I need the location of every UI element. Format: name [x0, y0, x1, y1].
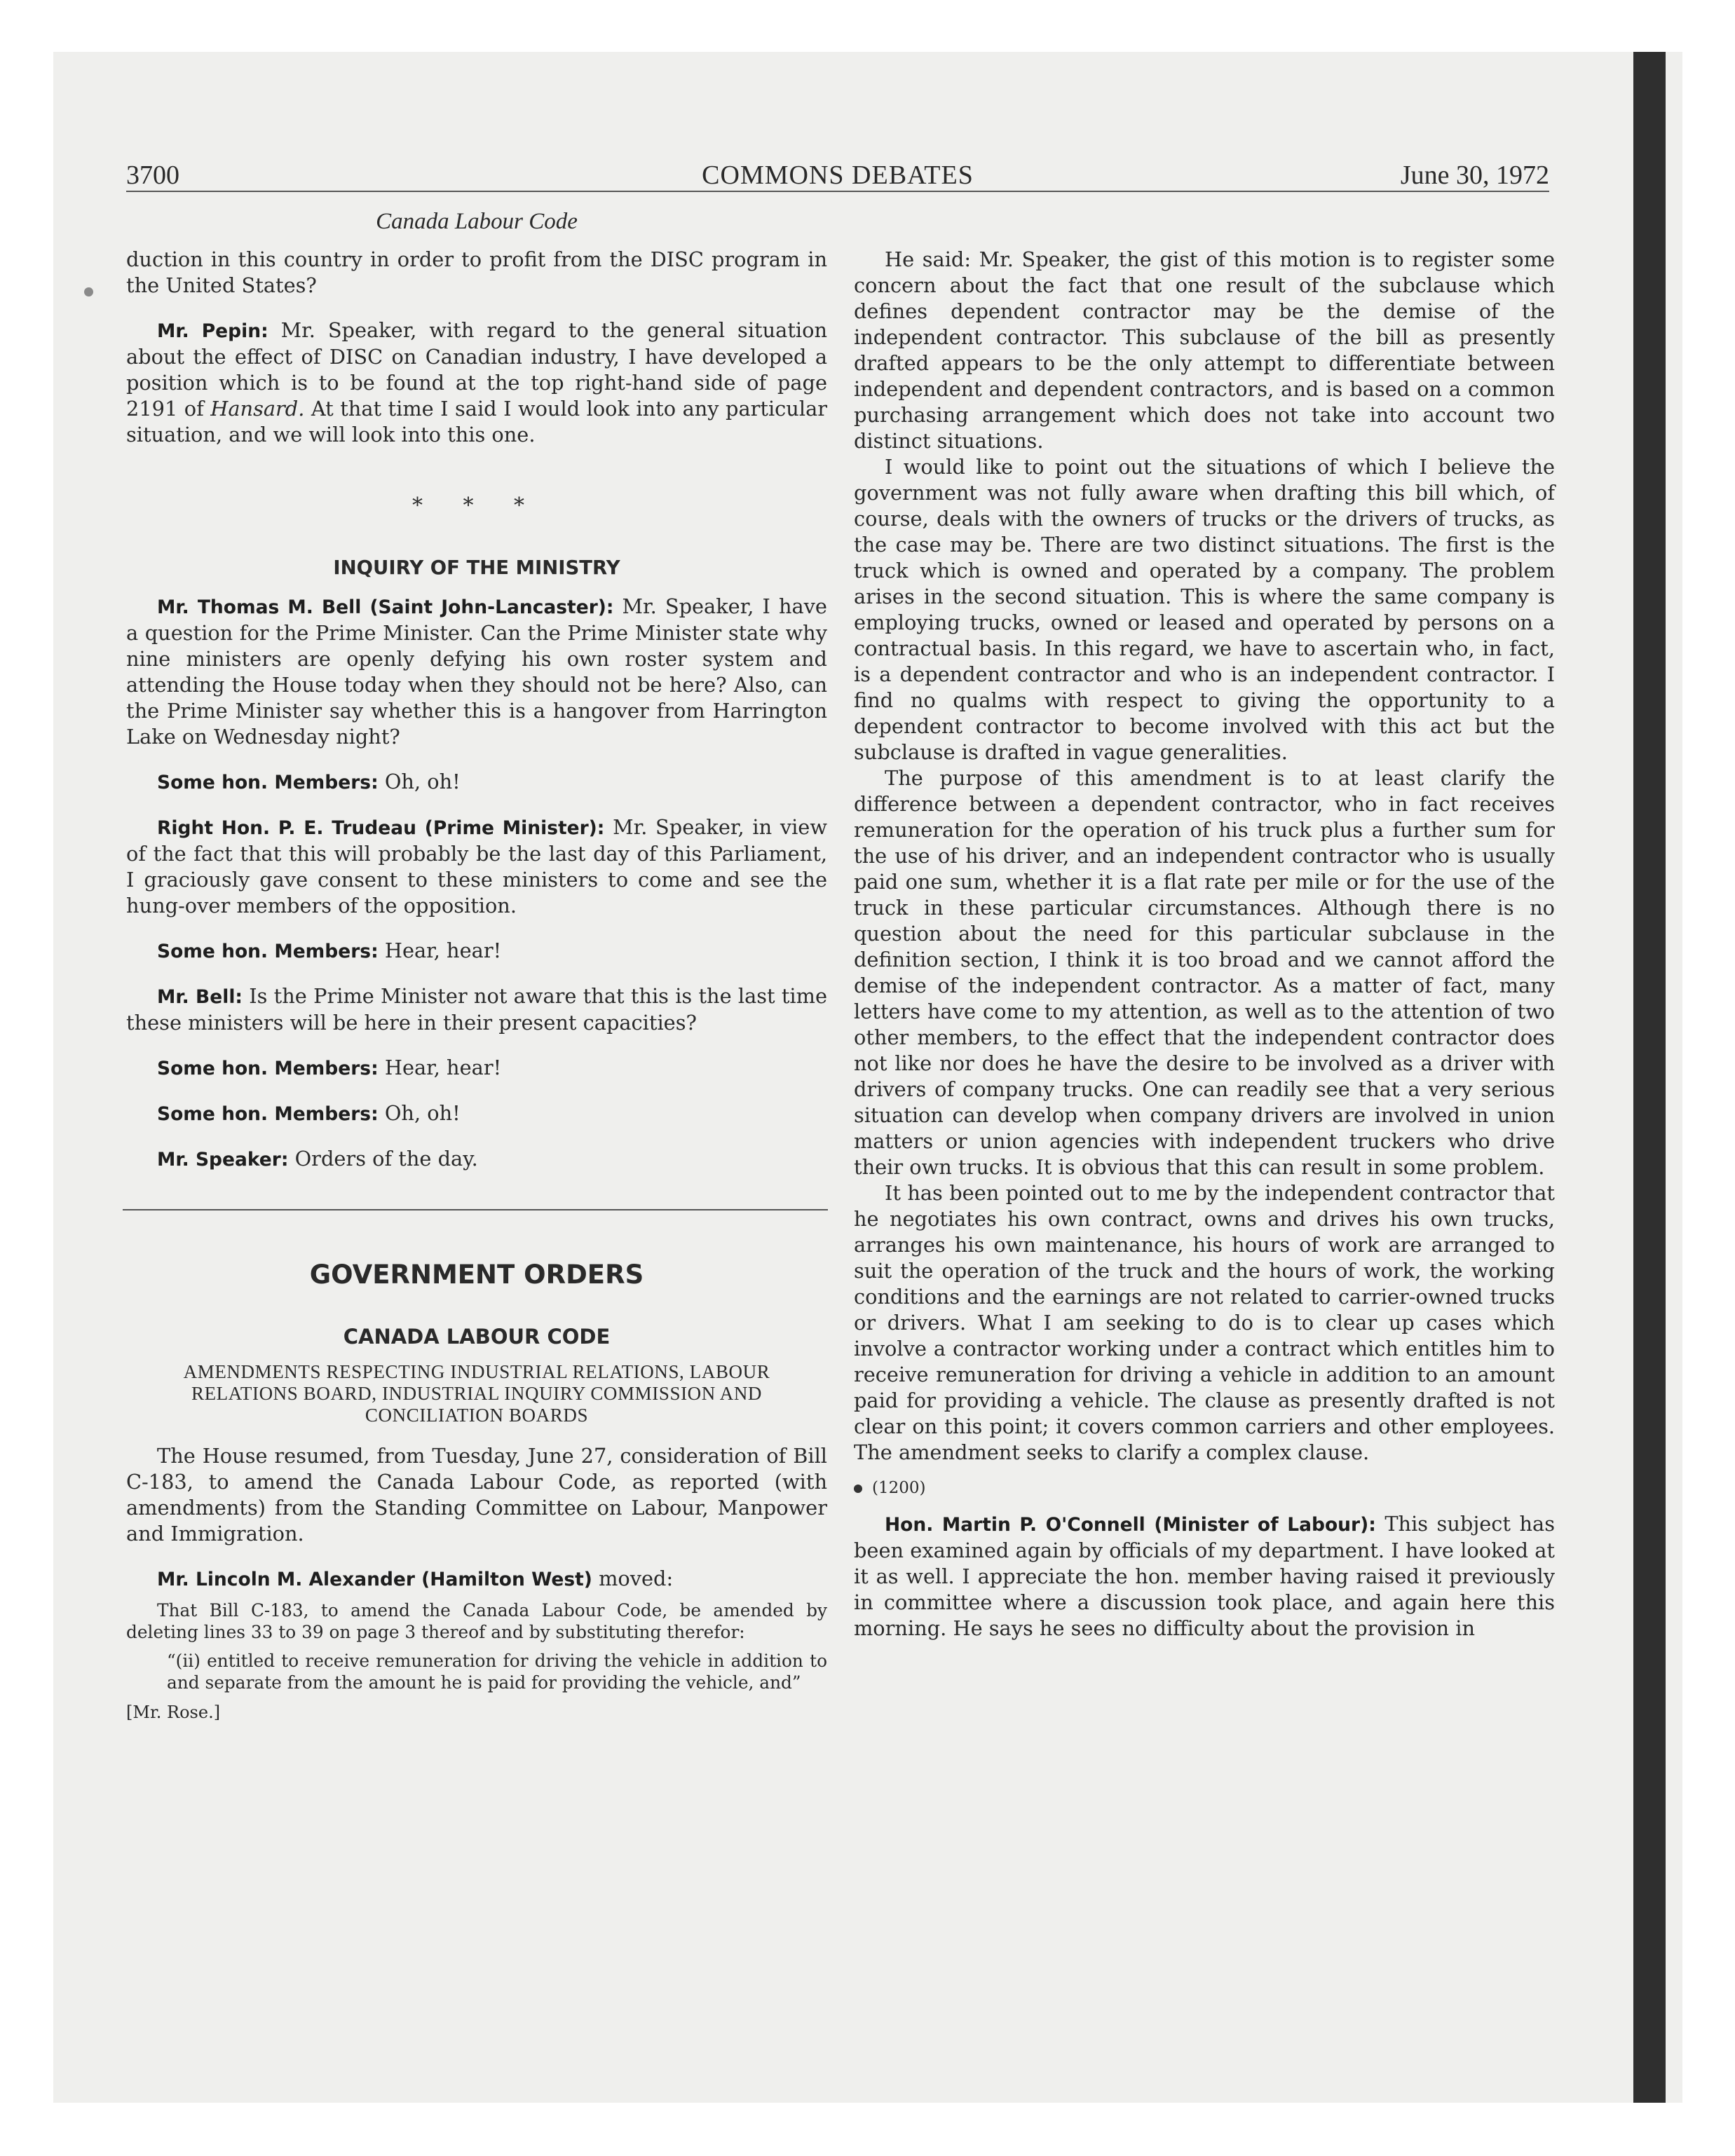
speaker-name: Mr. Thomas M. Bell (Saint John-Lancaster):	[157, 596, 614, 618]
section-break-asterisks: * * *	[411, 493, 542, 518]
speaker-name: Some hon. Members:	[157, 772, 379, 793]
speech-speaker: Mr. Speaker: Orders of the day.	[157, 1147, 478, 1171]
speech-bell-2: Mr. Bell: Is the Prime Minister not aware that this is the last time these ministers will be here in their present capacities?	[126, 984, 827, 1035]
heading-canada-labour-code: CANADA LABOUR CODE	[343, 1325, 611, 1349]
left-column	[126, 247, 827, 1724]
speaker-name: Mr. Lincoln M. Alexander (Hamilton West)	[157, 1569, 592, 1590]
speaker-attribution: [Mr. Rose.]	[126, 1703, 221, 1722]
interjection: Some hon. Members: Hear, hear!	[157, 939, 502, 962]
speaker-name: Some hon. Members:	[157, 941, 379, 962]
speaker-name: Mr. Pepin:	[157, 320, 268, 342]
speaker-name: Mr. Bell:	[157, 986, 243, 1008]
scan-edge-shadow	[1633, 52, 1666, 2103]
margin-mark	[84, 287, 93, 296]
paragraph: He said: Mr. Speaker, the gist of this motion is to register some concern about the fact that one result of the subclause which defines dependent contractor may be the demise of the independent contractor. This subclause of the bill as presently drafted appears to be the only attempt to differentiate between independent and dependent contractors, and is based on a common purchasing arrangement which does not take into account two distinct situations.	[854, 247, 1555, 453]
motion-quote: “(ii) entitled to receive remuneration for driving the vehicle in addition to and separate from the amount he is paid for providing the vehicle, and”	[167, 1651, 827, 1693]
motion-text: That Bill C-183, to amend the Canada Labour Code, be amended by deleting lines 33 to 39 on page 3 thereof and by substituting therefor:	[126, 1600, 827, 1642]
speech-trudeau: Right Hon. P. E. Trudeau (Prime Minister): Mr. Speaker, in view of the fact that this will probably be the last day of this Parliament, I graciously gave consent to these ministers to come and see the hung-over members of the opposition.	[126, 815, 827, 917]
heading-inquiry: INQUIRY OF THE MINISTRY	[333, 557, 620, 579]
speech-bell: Mr. Thomas M. Bell (Saint John-Lancaster): Mr. Speaker, I have a question for the Prime Minister. Can the Prime Minister state why nine ministers are openly defying his own roster system and attending the House today when they should not be here? Also, can the Prime Minister say whether this is a hangover from Harrington Lake on Wednesday night?	[126, 594, 827, 749]
running-header	[126, 157, 1549, 192]
paragraph: The House resumed, from Tuesday, June 27, consideration of Bill C-183, to amend the Canada Labour Code, as reported (with amendments) from the Standing Committee on Labour, Manpower and Immigration.	[126, 1444, 827, 1546]
publication-title: COMMONS DEBATES	[702, 161, 974, 190]
paragraph: It has been pointed out to me by the independent contractor that he negotiates his own contract, owns and drives his own trucks, arranges his own maintenance, his hours of work are arranged to suit the operation of the truck and the hours of work, the working conditions and the earnings are not related to carrier-owned trucks or drivers. What I am seeking to do is to clear up cases which involve a contractor working under a contract which entitles him to receive remuneration for driving a vehicle in addition to an amount paid for providing a vehicle. The clause as presently drafted is not clear on this point; it covers common carriers and other employees. The amendment seeks to clarify a complex clause.	[854, 1181, 1555, 1464]
speaker-name: Some hon. Members:	[157, 1058, 379, 1079]
speaker-name: Some hon. Members:	[157, 1103, 379, 1125]
paragraph: The purpose of this amendment is to at least clarify the difference between a dependent contractor, who in fact receives remuneration for the operation of his truck plus a further sum for the use of his driver, and an independent contractor who is usually paid one sum, whether it is a flat rate per mile or for the use of the truck in these particular circumstances. Although there is no question about the need for this particular subclause in the definition section, I think it is too broad and we cannot afford the demise of the independent contractor. As a matter of fact, many letters have come to my attention, as well as to the attention of two other members, to the effect that the independent contractor does not like nor does he have the desire to be involved as a driver with drivers of company trucks. One can readily see that a very serious situation can develop when company drivers are involved in union matters or union agencies with independent truckers who drive their own trucks. It is obvious that this can result in some problem.	[854, 766, 1555, 1179]
heading-government-orders: GOVERNMENT ORDERS	[309, 1260, 644, 1290]
interjection: Some hon. Members: Oh, oh!	[157, 1101, 461, 1125]
paragraph: duction in this country in order to profit from the DISC program in the United States?	[126, 247, 827, 297]
page-date: June 30, 1972	[1400, 161, 1549, 190]
speech-oconnell: Hon. Martin P. O'Connell (Minister of Labour): This subject has been examined again by officials of my department. I have looked at it as well. I appreciate the hon. member having raised it previously in committee where a discussion took place, and again here this morning. He says he sees no difficulty about the provision in	[854, 1512, 1555, 1640]
bullet-icon	[854, 1485, 862, 1493]
publication-reference: Hansard.	[210, 397, 305, 421]
speech-pepin: Mr. Pepin: Mr. Speaker, with regard to the general situation about the effect of DISC on Canadian industry, I have developed a position which is to be found at the top right-hand side of page 2191 of Hansard. At that time I said I would look into any particular situation, and we will look into this one.	[126, 318, 827, 446]
motion-intro: Mr. Lincoln M. Alexander (Hamilton West) moved:	[157, 1567, 674, 1590]
speaker-name: Right Hon. P. E. Trudeau (Prime Minister):	[157, 817, 605, 839]
right-column	[854, 247, 1555, 1642]
interjection: Some hon. Members: Oh, oh!	[157, 770, 461, 793]
interjection: Some hon. Members: Hear, hear!	[157, 1056, 502, 1079]
speaker-name: Mr. Speaker:	[157, 1149, 289, 1171]
paragraph: I would like to point out the situations of which I believe the government was not fully aware when drafting this bill which, of course, deals with the owners of trucks or the drivers of trucks, as the case may be. There are two distinct situations. The first is the truck which is owned and operated by a company. The problem arises in the second situation. This is where the same company is employing trucks, owned or leased and operated by persons on a contractual basis. In this regard, we have to ascertain who, in fact, is a dependent contractor and who is an independent contractor. I find no qualms with respect to giving the opportunity to a dependent contractor to become involved with this act but the subclause is drafted in vague generalities.	[854, 455, 1555, 764]
page-number: 3700	[126, 161, 179, 190]
timecode: (1200)	[854, 1475, 1555, 1501]
section-running-title: Canada Labour Code	[376, 209, 578, 234]
speaker-name: Hon. Martin P. O'Connell (Minister of Labour):	[885, 1514, 1376, 1536]
subheading-amendments: AMENDMENTS RESPECTING INDUSTRIAL RELATIONS, LABOUR RELATIONS BOARD, INDUSTRIAL INQUIRY COMMISSION AND CONCILIATION BOARDS	[183, 1361, 770, 1426]
